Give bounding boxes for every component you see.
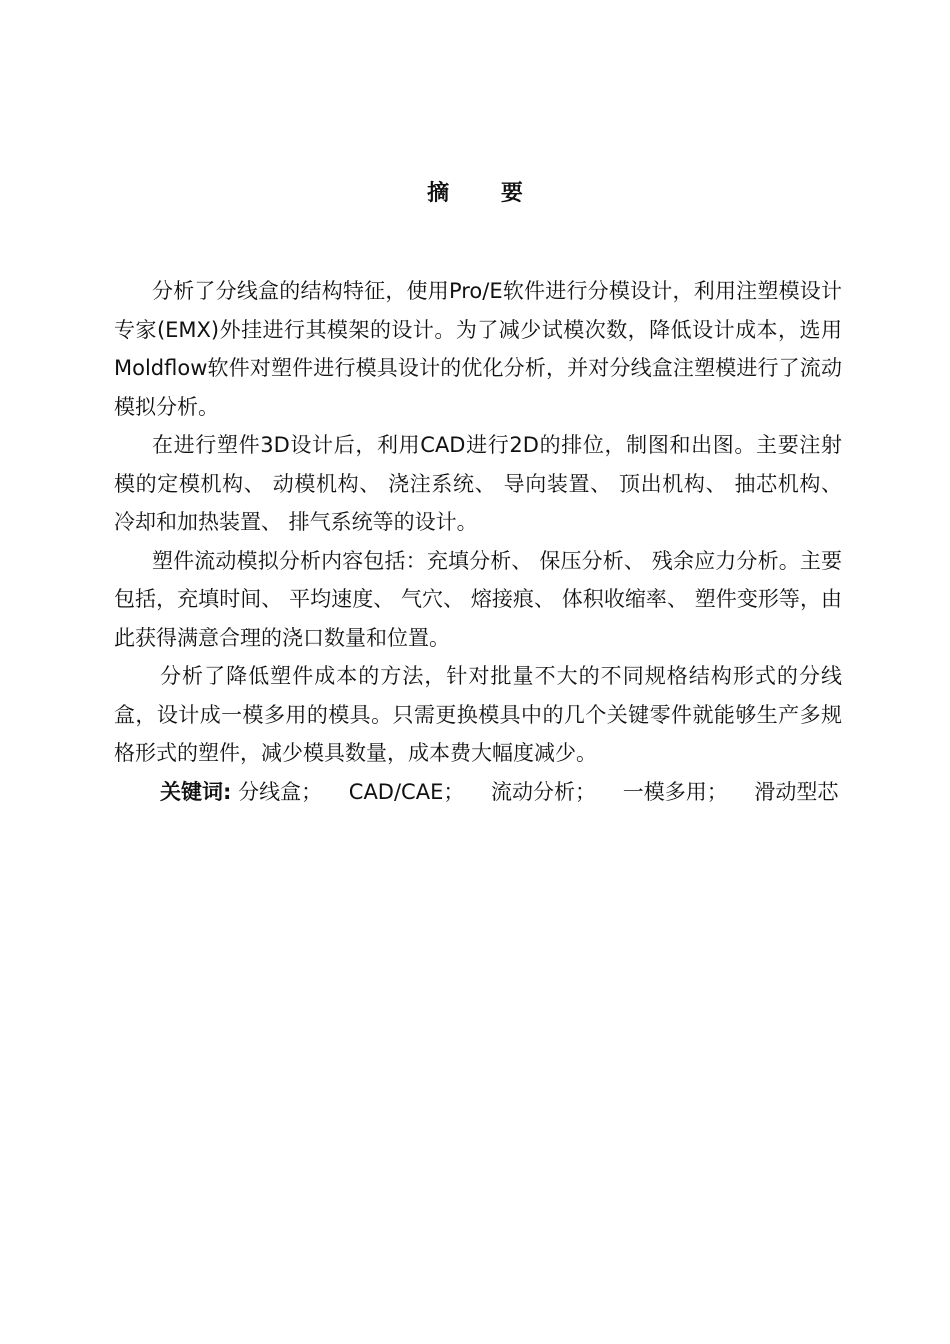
- abstract-paragraph-1: 分析了分线盒的结构特征，使用Pro/E软件进行分模设计，利用注塑模设计专家(EMX)外挂进行其模架的设计。为了减少试模次数，降低设计成本，选用Moldflow软件对塑件进行模具设计的优化分析，并对分线盒注塑模进行了流动模拟分析。: [114, 279, 842, 419]
- keywords-line: [114, 773, 842, 812]
- keyword-item: 滑动型芯: [754, 779, 839, 804]
- abstract-paragraph-4: 分析了降低塑件成本的方法，针对批量不大的不同规格结构形式的分线盒，设计成一模多用的模具。只需更换模具中的几个关键零件就能够生产多规格形式的塑件，减少模具数量，成本费大幅度减少。: [114, 664, 842, 765]
- abstract-title: 摘 要: [427, 181, 545, 206]
- keywords-label: 关键词:: [160, 779, 232, 804]
- abstract-body: [114, 272, 842, 811]
- keyword-item: 一模多用；: [622, 779, 728, 804]
- keyword-item: CAD/CAE；: [348, 779, 465, 804]
- abstract-paragraph-3: 塑件流动模拟分析内容包括：充填分析、 保压分析、 残余应力分析。主要包括，充填时间、 平均速度、 气穴、 熔接痕、 体积收缩率、 塑件变形等，由此获得满意合理的浇口数量和位置。: [114, 548, 842, 650]
- keyword-item: 流动分析；: [491, 779, 597, 804]
- abstract-paragraph-2: 在进行塑件3D设计后，利用CAD进行2D的排位，制图和出图。主要注射模的定模机构、 动模机构、 浇注系统、 导向装置、 顶出机构、 抽芯机构、 冷却和加热装置、 排气系统等的设计。: [114, 433, 842, 534]
- keyword-item: 分线盒；: [238, 779, 323, 804]
